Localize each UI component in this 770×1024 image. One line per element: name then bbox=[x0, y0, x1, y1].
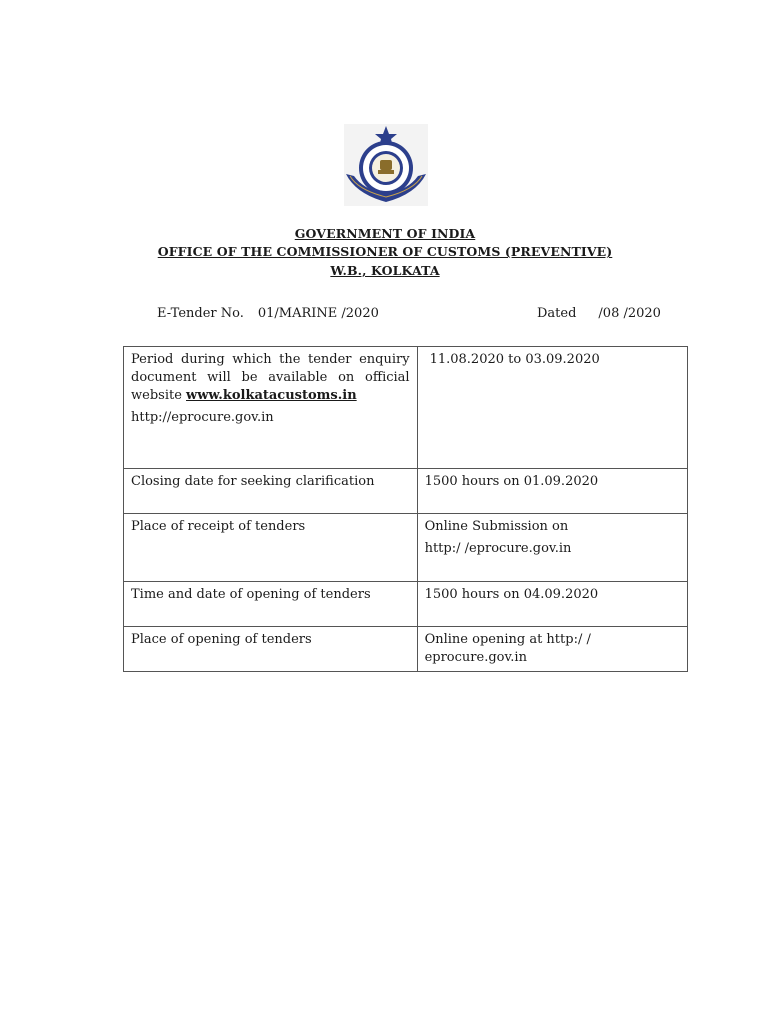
table-row bbox=[124, 469, 688, 514]
table-row bbox=[124, 627, 688, 672]
customs-emblem bbox=[344, 124, 428, 206]
tender-date bbox=[537, 306, 661, 321]
tender-date-label: Dated bbox=[537, 306, 577, 321]
row4-label: Time and date of opening of tenders bbox=[124, 582, 418, 627]
table-row bbox=[124, 347, 688, 469]
heading-office: OFFICE OF THE COMMISSIONER OF CUSTOMS (PREVENTIVE) bbox=[157, 244, 613, 259]
tender-number-label: E-Tender No. bbox=[157, 306, 244, 321]
eprocure-link[interactable]: http://eprocure.gov.in bbox=[131, 410, 274, 425]
kolkatacustoms-link[interactable]: www.kolkatacustoms.in bbox=[186, 388, 357, 403]
row3-value-line2[interactable]: http:/ /eprocure.gov.in bbox=[424, 541, 572, 556]
row1-label: Period during which the tender enquiry document will be available on official website bbox=[131, 352, 410, 403]
row5-value: Online opening at http:/ / eprocure.gov.in bbox=[417, 627, 687, 672]
tender-number-value: 01/MARINE /2020 bbox=[257, 306, 379, 321]
row1-value: 11.08.2020 to 03.09.2020 bbox=[429, 352, 600, 367]
row3-value-line1: Online Submission on bbox=[424, 519, 569, 534]
heading-government: GOVERNMENT OF INDIA bbox=[294, 226, 476, 241]
row2-value: 1500 hours on 01.09.2020 bbox=[417, 469, 687, 514]
table-row bbox=[124, 514, 688, 582]
row3-label: Place of receipt of tenders bbox=[124, 514, 418, 582]
table-row bbox=[124, 582, 688, 627]
tender-number bbox=[157, 306, 379, 321]
table-cell-value bbox=[417, 347, 687, 469]
heading-location: W.B., KOLKATA bbox=[330, 263, 440, 278]
tender-date-value: /08 /2020 bbox=[598, 306, 661, 321]
row4-value: 1500 hours on 04.09.2020 bbox=[417, 582, 687, 627]
row5-label: Place of opening of tenders bbox=[124, 627, 418, 672]
table-cell-value bbox=[417, 514, 687, 582]
tender-details-table bbox=[123, 346, 688, 672]
row2-label: Closing date for seeking clarification bbox=[124, 469, 418, 514]
table-cell-label bbox=[124, 347, 418, 469]
